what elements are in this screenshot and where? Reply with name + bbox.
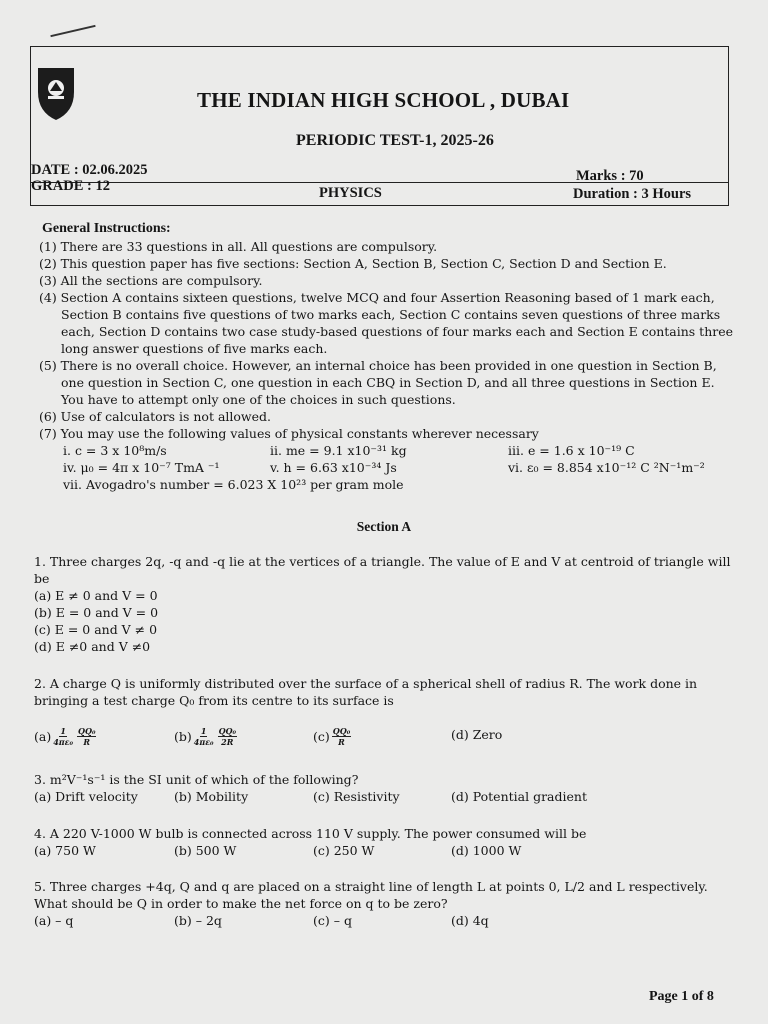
instruction-item: (5) There is no overall choice. However, an internal choice has been provided in one question in Section B, one question in Section C, one question in each CBQ in Section D, and all three questions in Section E. You have to attempt only one of the choices in such questions. xyxy=(39,358,717,407)
test-name: PERIODIC TEST-1, 2025-26 xyxy=(296,132,494,149)
numerator: QQ₀ xyxy=(332,726,351,736)
fraction xyxy=(77,726,96,747)
question-2 xyxy=(34,675,734,752)
denominator: 4πε₀ xyxy=(53,737,74,747)
constants-table xyxy=(34,442,734,493)
option: (d) E ≠0 and V ≠0 xyxy=(34,639,151,654)
question-1 xyxy=(34,553,734,655)
pen-mark xyxy=(50,25,95,37)
option: (c) Resistivity xyxy=(313,789,400,804)
option-c xyxy=(313,726,353,747)
option: (b) Mobility xyxy=(174,789,249,804)
duration: Duration : 3 Hours xyxy=(573,186,692,202)
option: (c) 250 W xyxy=(313,843,375,858)
constant-value: v. h = 6.63 x10⁻³⁴ Js xyxy=(270,460,397,475)
subject: PHYSICS xyxy=(319,185,382,201)
option: (a) Drift velocity xyxy=(34,789,138,804)
option: (a) E ≠ 0 and V = 0 xyxy=(34,588,158,603)
option-b xyxy=(174,726,239,747)
question-4 xyxy=(34,825,734,859)
option: (b) E = 0 and V = 0 xyxy=(34,605,159,620)
numerator: QQ₀ xyxy=(78,726,96,736)
constant-value: vi. ε₀ = 8.854 x10⁻¹² C ²N⁻¹m⁻² xyxy=(508,460,705,475)
total-marks: Marks : 70 xyxy=(576,168,644,184)
denominator: 2R xyxy=(221,737,234,747)
denominator: 4πε₀ xyxy=(193,737,214,747)
option-label: (a) xyxy=(34,729,52,744)
constant-value: vii. Avogadro's number = 6.023 X 10²³ per gram mole xyxy=(63,477,404,492)
instructions-title: General Instructions: xyxy=(42,221,171,236)
option: (d) Potential gradient xyxy=(451,789,587,804)
instruction-item: (7) You may use the following values of physical constants wherever necessary xyxy=(39,426,539,441)
school-name: THE INDIAN HIGH SCHOOL , DUBAI xyxy=(197,88,570,112)
instruction-item: (2) This question paper has five sections: Section A, Section B, Section C, Section D and Section E. xyxy=(39,256,667,271)
option: (c) – q xyxy=(313,913,352,928)
question-5 xyxy=(34,878,734,929)
numerator: QQ₀ xyxy=(218,726,237,736)
question-3 xyxy=(34,771,734,805)
option: (c) E = 0 and V ≠ 0 xyxy=(34,622,158,637)
question-paper-body xyxy=(34,220,734,928)
instruction-item: (3) All the sections are compulsory. xyxy=(39,273,263,288)
option-label: (c) xyxy=(313,729,330,744)
option-a xyxy=(34,726,98,747)
instruction-item: (6) Use of calculators is not allowed. xyxy=(39,409,271,424)
numerator: 1 xyxy=(60,726,66,736)
option-label: (d) Zero xyxy=(451,727,503,742)
constant-value: iv. μ₀ = 4π x 10⁻⁷ TmA ⁻¹ xyxy=(63,460,220,475)
options-row xyxy=(34,842,734,859)
section-a-title: Section A xyxy=(356,519,412,534)
option: (b) 500 W xyxy=(174,843,237,858)
option: (d) 4q xyxy=(451,913,489,928)
question-text: 5. Three charges +4q, Q and q are placed on a straight line of length L at points 0, L/2 and L respectively. What should be Q in order to make the net force on q to be zero? xyxy=(34,879,708,911)
numerator: 1 xyxy=(200,726,207,736)
instruction-item: (1) There are 33 questions in all. All questions are compulsory. xyxy=(39,239,438,254)
constant-value: iii. e = 1.6 x 10⁻¹⁹ C xyxy=(508,443,635,458)
fraction xyxy=(53,726,73,747)
instruction-item: (4) Section A contains sixteen questions, twelve MCQ and four Assertion Reasoning based of 1 mark each, Section B contains five questions of two marks each, Section C contains seven questions of three marks each, Section D contains two case study-based questions of four marks each and Section E contains three long answer questions of five marks each. xyxy=(39,290,734,356)
denominator: R xyxy=(338,737,345,747)
fraction xyxy=(218,726,237,747)
denominator: R xyxy=(83,737,91,747)
option: (b) – 2q xyxy=(174,913,222,928)
question-text: 2. A charge Q is uniformly distributed over the surface of a spherical shell of radius R. The work done in bringing a test charge Q₀ from its centre to its surface is xyxy=(34,676,698,708)
option: (d) 1000 W xyxy=(451,843,522,858)
option: (a) 750 W xyxy=(34,843,96,858)
constant-value: i. c = 3 x 10⁸m/s xyxy=(63,443,167,458)
constant-value: ii. me = 9.1 x10⁻³¹ kg xyxy=(270,443,407,458)
option: (a) – q xyxy=(34,913,74,928)
fraction xyxy=(194,726,214,747)
options-row xyxy=(34,726,734,752)
options-row xyxy=(34,788,734,805)
question-text: 1. Three charges 2q, -q and -q lie at the vertices of a triangle. The value of E and V at centroid of triangle will be xyxy=(34,554,731,586)
option-label: (b) xyxy=(174,729,192,744)
fraction xyxy=(332,726,351,747)
exam-date: DATE : 02.06.2025 xyxy=(31,162,148,178)
page-number: Page 1 of 8 xyxy=(649,989,714,1004)
school-crest-icon xyxy=(36,66,76,122)
question-text: 4. A 220 V-1000 W bulb is connected across 110 V supply. The power consumed will be xyxy=(34,826,587,841)
grade: GRADE : 12 xyxy=(31,178,110,194)
options-row xyxy=(34,912,734,929)
option-d xyxy=(451,726,502,743)
question-text: 3. m²V⁻¹s⁻¹ is the SI unit of which of the following? xyxy=(34,772,359,787)
